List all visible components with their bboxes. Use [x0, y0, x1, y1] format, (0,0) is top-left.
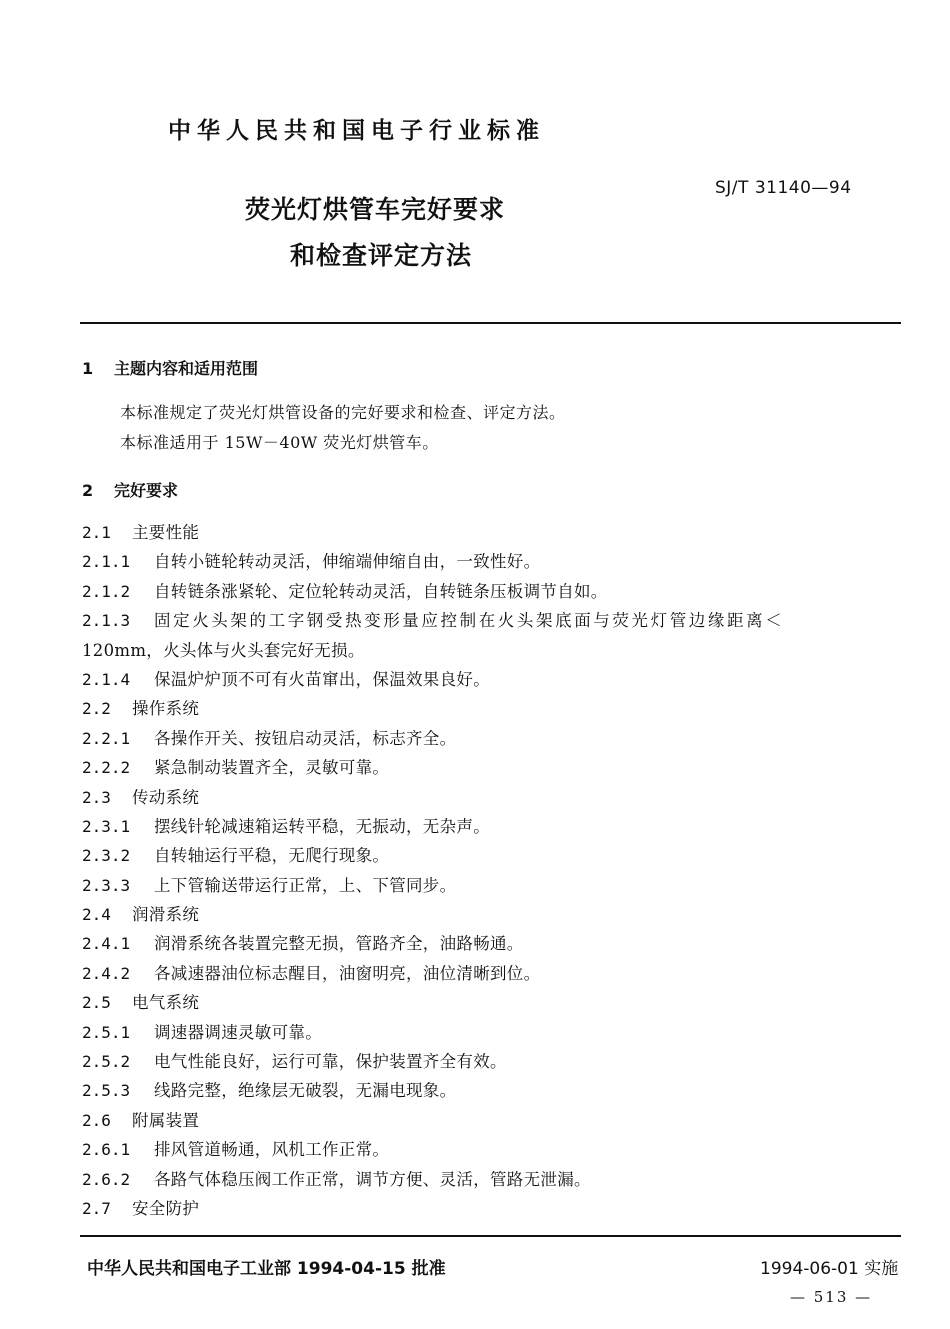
clause-text: 润滑系统各装置完整无损，管路齐全，油路畅通。: [154, 934, 524, 954]
section-1-heading: [82, 356, 258, 379]
clause-list: [82, 518, 907, 1223]
clause-number: 2.7: [82, 1198, 111, 1218]
clause-text: 上下管输送带运行正常，上、下管同步。: [154, 875, 457, 895]
clause-item: [82, 1165, 907, 1194]
clause-item: [82, 929, 907, 958]
clause-number: 2.2.1: [82, 728, 131, 748]
clause-number: 2.4: [82, 905, 111, 925]
clause-item: [82, 1106, 907, 1135]
clause-item: [82, 988, 907, 1017]
clause-text: 摆线针轮减速箱运转平稳，无振动，无杂声。: [154, 816, 490, 836]
clause-number: 2.5.2: [82, 1052, 131, 1072]
paragraph: 本标准适用于 15W－40W 荧光灯烘管车。: [120, 433, 439, 452]
clause-number: 2.4.2: [82, 963, 131, 983]
clause-number: 2.6.1: [82, 1140, 131, 1160]
clause-item: [82, 1194, 907, 1223]
clause-item: [82, 577, 907, 606]
page-number: — 513 —: [790, 1288, 873, 1306]
header-divider: [80, 322, 901, 324]
clause-text: 电气性能良好，运行可靠，保护装置齐全有效。: [154, 1052, 507, 1072]
clause-number: 2.1: [82, 523, 111, 542]
clause-text: 操作系统: [132, 699, 200, 719]
clause-item: [82, 518, 907, 547]
clause-text: 调速器调速灵敏可靠。: [154, 1022, 322, 1042]
clause-number: 2.6: [82, 1110, 111, 1130]
clause-item: [82, 783, 907, 812]
clause-item: [82, 841, 907, 870]
clause-text: 固定火头架的工字钢受热变形量应控制在火头架底面与荧光灯管边缘距离＜: [154, 611, 785, 631]
clause-number: 2.5: [82, 993, 111, 1013]
implementation-date: 1994-06-01 实施: [760, 1259, 899, 1279]
clause-text: 120mm，火头体与火头套完好无损。: [82, 640, 365, 660]
clause-number: 2.2: [82, 699, 111, 719]
section-2-heading: [82, 478, 178, 501]
clause-item: [82, 871, 907, 900]
clause-number: 2.3.1: [82, 816, 131, 836]
clause-text: 各操作开关、按钮启动灵活，标志齐全。: [154, 728, 457, 748]
clause-item: [82, 1076, 907, 1105]
standard-code: SJ/T 31140—94: [715, 178, 852, 198]
clause-item: [82, 1047, 907, 1076]
section-number: 1: [82, 359, 94, 378]
clause-item: [82, 606, 907, 635]
clause-number: 2.3.3: [82, 875, 131, 895]
clause-number: 2.6.2: [82, 1169, 131, 1189]
clause-number: 2.1.1: [82, 552, 131, 572]
clause-text: 各路气体稳压阀工作正常，调节方便、灵活，管路无泄漏。: [154, 1169, 591, 1189]
clause-item: [82, 1135, 907, 1164]
footer-divider: [80, 1235, 901, 1237]
clause-text: 自转轴运行平稳，无爬行现象。: [154, 846, 390, 866]
clause-text: 各减速器油位标志醒目，油窗明亮，油位清晰到位。: [154, 963, 541, 983]
clause-item: [82, 900, 907, 929]
clause-text: 附属装置: [132, 1110, 200, 1130]
clause-text: 紧急制动装置齐全，灵敏可靠。: [154, 758, 390, 778]
paragraph: 本标准规定了荧光灯烘管设备的完好要求和检查、评定方法。: [120, 403, 566, 422]
clause-number: 2.4.1: [82, 934, 131, 954]
clause-text: 主要性能: [132, 523, 200, 542]
clause-item: [82, 636, 907, 665]
section-title: 完好要求: [114, 481, 179, 500]
clause-item: [82, 724, 907, 753]
clause-item: [82, 694, 907, 723]
clause-number: 2.1.4: [82, 669, 131, 689]
clause-text: 自转小链轮转动灵活，伸缩端伸缩自由，一致性好。: [154, 552, 541, 572]
clause-item: [82, 665, 907, 694]
approval-note: 中华人民共和国电子工业部 1994-04-15 批准: [87, 1259, 446, 1279]
clause-text: 排风管道畅通，风机工作正常。: [154, 1140, 390, 1160]
clause-number: 2.3: [82, 787, 111, 807]
clause-text: 传动系统: [132, 787, 200, 807]
clause-number: 2.1.3: [82, 611, 131, 631]
document-title-line1: 荧光灯烘管车完好要求: [245, 195, 506, 224]
clause-text: 线路完整，绝缘层无破裂，无漏电现象。: [154, 1081, 457, 1101]
clause-text: 自转链条涨紧轮、定位轮转动灵活，自转链条压板调节自如。: [154, 581, 608, 601]
clause-number: 2.2.2: [82, 758, 131, 778]
clause-item: [82, 812, 907, 841]
clause-text: 电气系统: [132, 993, 200, 1013]
clause-text: 润滑系统: [132, 905, 200, 925]
section-number: 2: [82, 481, 94, 500]
document-title-line2: 和检查评定方法: [290, 241, 473, 270]
clause-item: [82, 959, 907, 988]
clause-text: 保温炉炉顶不可有火苗窜出，保温效果良好。: [154, 669, 490, 689]
standard-organization: 中华人民共和国电子行业标准: [168, 118, 545, 144]
clause-item: [82, 1018, 907, 1047]
clause-number: 2.3.2: [82, 846, 131, 866]
section-title: 主题内容和适用范围: [114, 359, 259, 378]
clause-number: 2.5.1: [82, 1022, 131, 1042]
clause-item: [82, 753, 907, 782]
clause-number: 2.1.2: [82, 581, 131, 601]
clause-text: 安全防护: [132, 1198, 200, 1218]
clause-number: 2.5.3: [82, 1081, 131, 1101]
clause-item: [82, 547, 907, 576]
